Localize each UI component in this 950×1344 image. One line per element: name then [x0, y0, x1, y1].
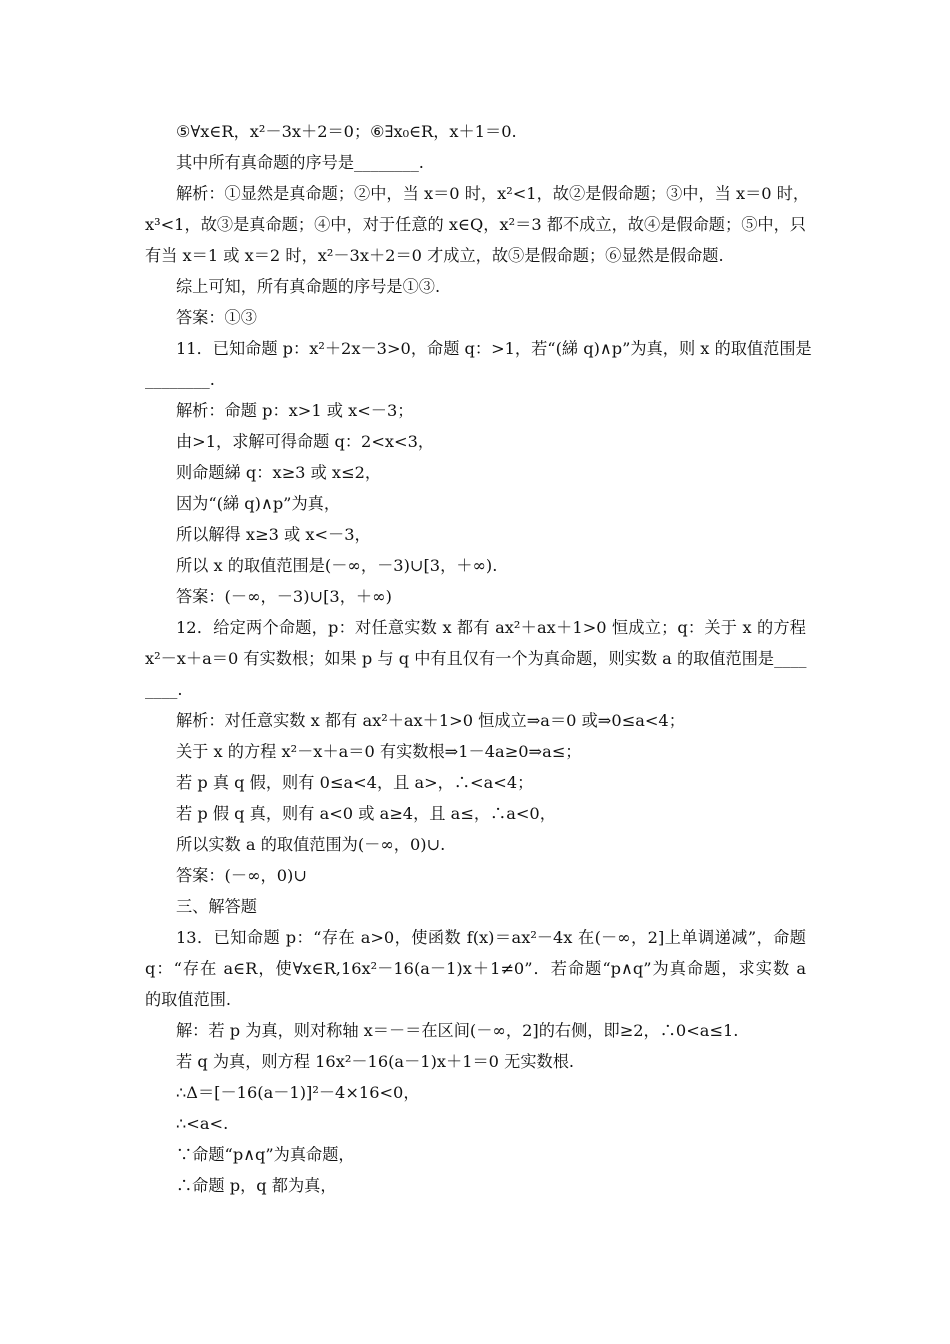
- text-line: ⑤∀x∈R，x²－3x＋2＝0；⑥∃x₀∈R，x＋1＝0.: [176, 122, 517, 141]
- text-line: 所以解得 x≥3 或 x<－3，: [176, 525, 371, 544]
- question-11: 11．已知命题 p：x²＋2x－3>0，命题 q：>1，若“(綈 q)∧p”为真，则 x 的取值范围是: [176, 339, 812, 358]
- text-line: ∴Δ＝[－16(a－1)]²－4×16<0，: [176, 1083, 420, 1102]
- text-line: 若 q 为真，则方程 16x²－16(a－1)x＋1＝0 无实数根.: [176, 1052, 575, 1071]
- text-line: 所以实数 a 的取值范围为(－∞，0)∪.: [176, 835, 446, 854]
- text-line: q：“存在 a∈R，使∀x∈R,16x²－16(a－1)x＋1≠0”．若命题“p∧q”为真命题，求实数 a: [145, 959, 806, 978]
- text-line: 若 p 真 q 假，则有 0≤a<4，且 a>，∴<a<4；: [176, 773, 534, 792]
- answer-line: 答案：(－∞，－3)∪[3，＋∞): [176, 587, 392, 606]
- text-line: 其中所有真命题的序号是________.: [176, 153, 424, 172]
- question-12: 12．给定两个命题，p：对任意实数 x 都有 ax²＋ax＋1>0 恒成立；q：关于 x 的方程: [176, 618, 806, 637]
- text-line: ∵命题“p∧q”为真命题，: [176, 1145, 355, 1164]
- section-heading: 三、解答题: [176, 897, 257, 916]
- text-line: 因为“(綈 q)∧p”为真，: [176, 494, 341, 513]
- text-line: 有当 x＝1 或 x＝2 时，x²－3x＋2＝0 才成立，故⑤是假命题；⑥显然是假命题.: [145, 246, 724, 265]
- text-line: 所以 x 的取值范围是(－∞，－3)∪[3，＋∞).: [176, 556, 498, 575]
- text-line: x³<1，故③是真命题；④中，对于任意的 x∈Q，x²＝3 都不成立，故④是假命题；⑤中，只: [145, 215, 806, 234]
- text-line: 解析：对任意实数 x 都有 ax²＋ax＋1>0 恒成立⇒a＝0 或⇒0≤a<4；: [176, 711, 685, 730]
- text-line: 综上可知，所有真命题的序号是①③.: [176, 277, 441, 296]
- text-line: x²－x＋a＝0 有实数根；如果 p 与 q 中有且仅有一个为真命题，则实数 a 的取值范围是____: [145, 649, 807, 668]
- text-line: ________.: [145, 370, 215, 389]
- text-line: 若 p 假 q 真，则有 a<0 或 a≥4，且 a≤，∴a<0，: [176, 804, 556, 823]
- text-line: 解析：命题 p：x>1 或 x<－3；: [176, 401, 414, 420]
- answer-line: 答案：(－∞，0)∪: [176, 866, 307, 885]
- text-line: ____.: [145, 680, 183, 699]
- text-line: ∴命题 p，q 都为真，: [176, 1176, 337, 1195]
- text-line: 关于 x 的方程 x²－x＋a＝0 有实数根⇒1－4a≥0⇒a≤；: [176, 742, 582, 761]
- text-line: 由>1，求解可得命题 q：2<x<3，: [176, 432, 435, 451]
- text-line: 解析：①显然是真命题；②中，当 x＝0 时，x²<1，故②是假命题；③中，当 x＝0 时，: [176, 184, 810, 203]
- text-line: ∴<a<.: [176, 1114, 229, 1133]
- text-line: 解：若 p 为真，则对称轴 x＝－＝在区间(－∞，2]的右侧，即≥2，∴0<a≤1.: [176, 1021, 739, 1040]
- text-line: 的取值范围.: [145, 990, 232, 1009]
- answer-line: 答案：①③: [176, 308, 257, 327]
- question-13: 13．已知命题 p：“存在 a>0，使函数 f(x)＝ax²－4x 在(－∞，2]上单调递减”，命题: [176, 928, 806, 947]
- text-line: 则命题綈 q：x≥3 或 x≤2，: [176, 463, 382, 482]
